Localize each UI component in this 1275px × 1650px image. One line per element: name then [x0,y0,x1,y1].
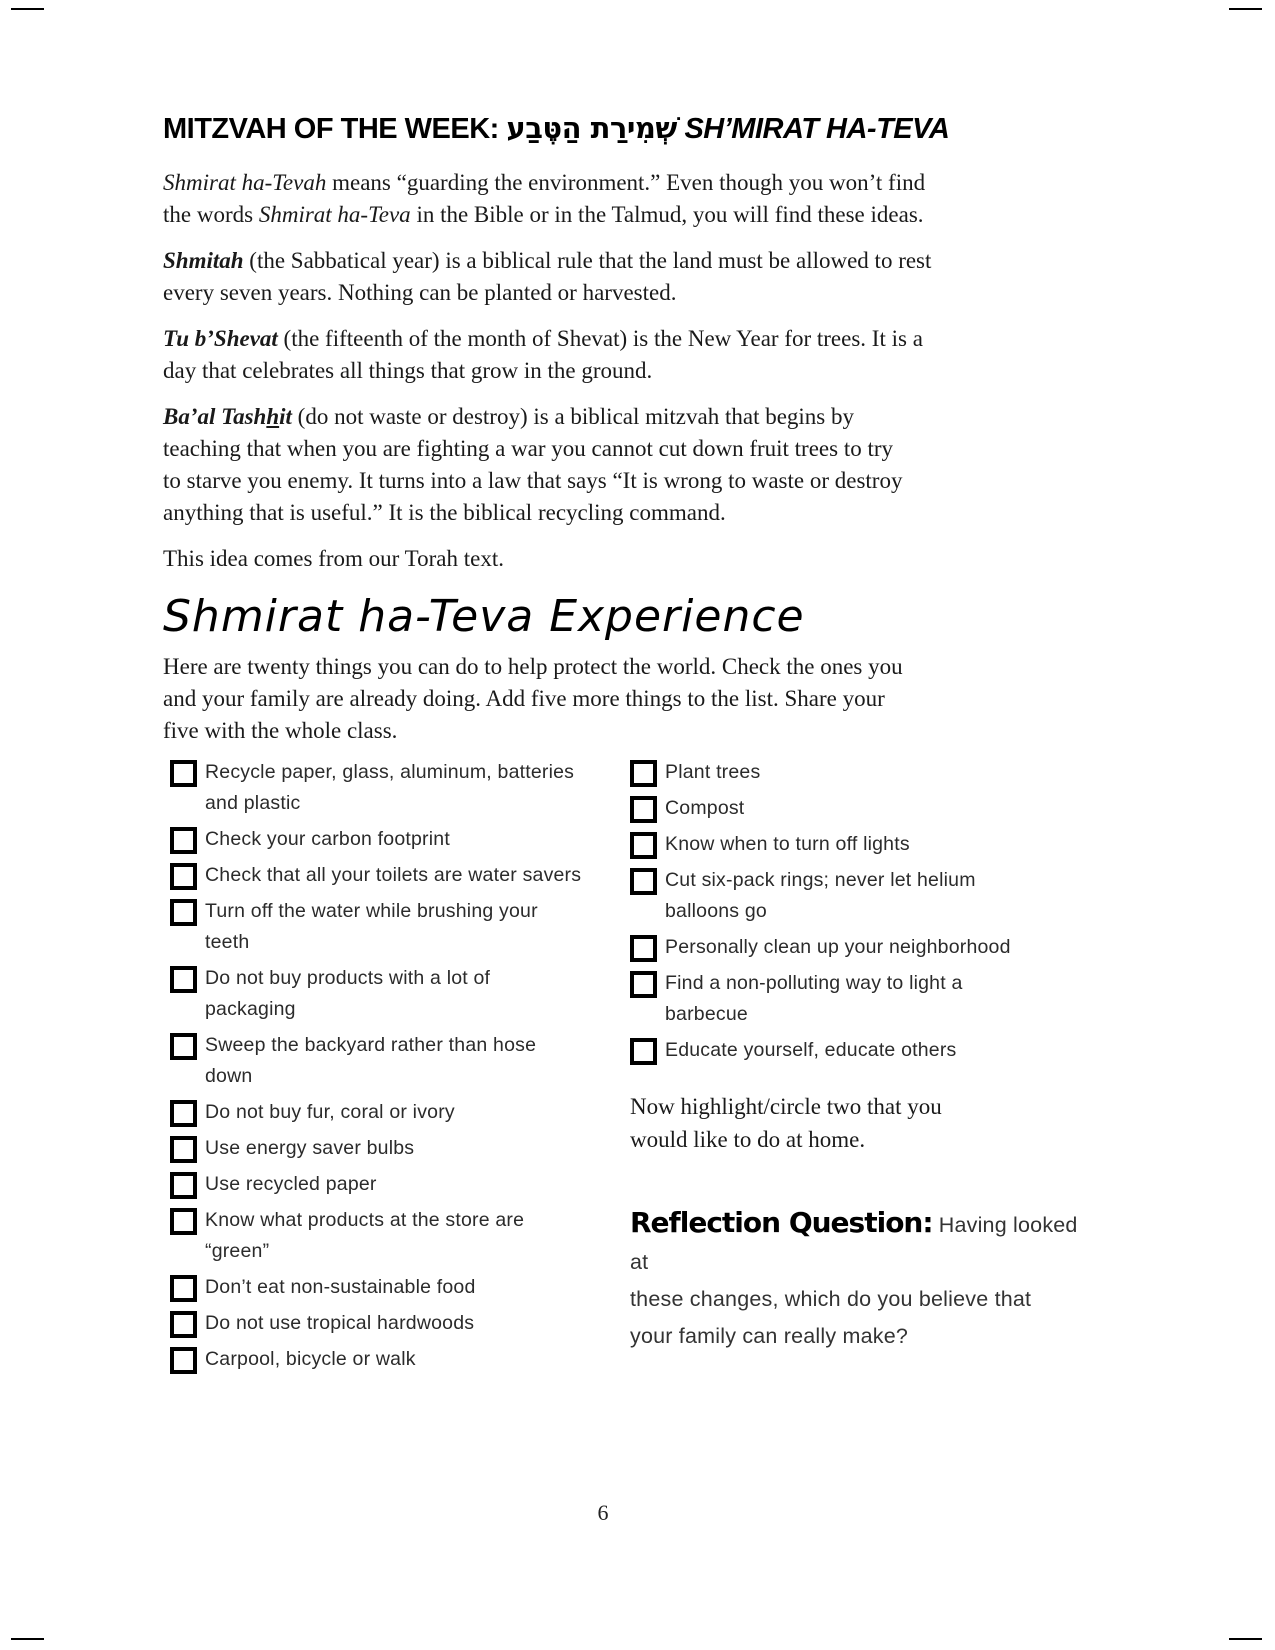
checkbox[interactable] [170,827,197,854]
checkbox[interactable] [630,1038,657,1065]
title-transliteration: SH’MIRAT HA-TEVA [676,113,950,145]
checklist-item-label: Sweep the backyard rather than hose down [205,1034,537,1087]
title-hebrew-text: שְׁמִירַת הַטֶּבַע [506,111,677,145]
checkbox[interactable] [170,1136,197,1163]
checklist-item [170,757,622,819]
checkbox[interactable] [630,935,657,962]
checklist-item [170,824,622,855]
term-shmirat-ha-tevah: Shmirat ha-Tevah [163,170,327,195]
checklist-item-label: Do not buy fur, coral or ivory [205,1101,455,1123]
crop-mark-top-right [1229,8,1262,10]
checklist-item-label: Find a non-polluting way to light a barbecue [665,972,963,1025]
checkbox[interactable] [170,1172,197,1199]
term-tu-bshevat: Tu b’Shevat [163,326,278,351]
checkbox[interactable] [170,1033,197,1060]
checklist-item-label: Recycle paper, glass, aluminum, batteries and plastic [205,761,575,814]
checklist-item [170,1169,622,1200]
checkbox[interactable] [630,796,657,823]
checklist-item-label: Compost [665,797,745,819]
checkbox[interactable] [630,971,657,998]
checklist-item-label: Personally clean up your neighborhood [665,936,1011,958]
paragraph-torah-text: This idea comes from our Torah text. [163,546,504,571]
page-number: 6 [597,1500,609,1525]
checklist-item-label: Cut six-pack rings; never let helium balloons go [665,869,976,922]
checkbox[interactable] [170,1347,197,1374]
checklist-item-label: Carpool, bicycle or walk [205,1348,416,1370]
checkbox[interactable] [630,832,657,859]
checklist-item [630,968,1091,1030]
checklist-item-label: Check your carbon footprint [205,828,450,850]
checklist-item [170,1308,622,1339]
reflection-question-heading: Reflection Question: [630,1206,933,1239]
checklist-item-label: Turn off the water while brushing your teeth [205,900,538,953]
checklist-item [170,963,622,1025]
checkbox[interactable] [170,1208,197,1235]
checklist-item-label: Don’t eat non-sustainable food [205,1276,476,1298]
checkbox[interactable] [630,760,657,787]
page-title [163,110,1091,147]
experience-instructions: Here are twenty things you can do to help protect the world. Check the ones you and your family are already doing. Add five more things to the list. Share your five with the whole class. [163,654,903,743]
reflection-question [630,1206,1080,1356]
checklist-item [170,1272,622,1303]
paragraph-shmirat-intro: Shmirat ha-Tevah means “guarding the environment.” Even though you won’t find the words Shmirat ha-Teva in the Bible or in the Talmud, you will find these ideas. [163,170,926,227]
checklist-item-label: Use energy saver bulbs [205,1137,415,1159]
crop-mark-bottom-left [11,1638,44,1640]
checklist-item [170,1133,622,1164]
paragraph-tu-bshevat: Tu b’Shevat (the fifteenth of the month of Shevat) is the New Year for trees. It is a day that celebrates all things that grow in the ground. [163,326,923,383]
checklist-item [630,865,1091,927]
term-baal-tashhit: Ba’al Tash [163,404,267,429]
checklist-item [630,829,1091,860]
section-heading-experience: Shmirat ha-Teva Experience [163,591,805,642]
checklist-item-label: Do not use tropical hardwoods [205,1312,475,1334]
checklist-item-label: Plant trees [665,761,761,783]
checklist-item [170,1344,622,1375]
checklist-item [630,932,1091,963]
crop-mark-top-left [11,8,44,10]
reflection-question-text: Having looked at these changes, which do you believe that your family can really make? [630,1213,1078,1348]
checklist-item [170,1205,622,1267]
checkbox[interactable] [170,760,197,787]
checklist-item [170,860,622,891]
checkbox[interactable] [170,1275,197,1302]
term-shmirat-ha-teva: Shmirat ha-Teva [258,202,411,227]
checklist-item-label: Educate yourself, educate others [665,1039,957,1061]
checkbox[interactable] [170,1311,197,1338]
checkbox[interactable] [170,1100,197,1127]
checklist-item-label: Know what products at the store are “green” [205,1209,525,1262]
checkbox[interactable] [170,966,197,993]
checklist-item [630,793,1091,824]
checklist-item-label: Do not buy products with a lot of packaging [205,967,491,1020]
checklist-item [630,757,1091,788]
checkbox[interactable] [170,899,197,926]
checkbox[interactable] [630,868,657,895]
checklist-left-column [163,757,622,1380]
paragraph-shmitah: Shmitah (the Sabbatical year) is a biblical rule that the land must be allowed to rest every seven years. Nothing can be planted or harvested. [163,248,932,305]
checklist-item-label: Know when to turn off lights [665,833,910,855]
checkbox[interactable] [170,863,197,890]
checklist-item [630,1035,1091,1066]
highlight-circle-note: Now highlight/circle two that you would like to do at home. [630,1094,942,1152]
checklist [163,757,1091,1380]
checklist-item-label: Check that all your toilets are water savers [205,864,582,886]
term-shmitah: Shmitah [163,248,244,273]
title-prefix: MITZVAH OF THE WEEK: [163,113,507,145]
checklist-item [170,1030,622,1092]
checklist-right-column [630,757,1091,1356]
paragraph-baal-tashhit: Ba’al Tashhit (do not waste or destroy) is a biblical mitzvah that begins by teaching that when you are fighting a war you cannot cut down fruit trees to try to starve you enemy. It turns into a law that says “It is wrong to waste or destroy anything that is useful.” It is the biblical recycling command. [163,404,903,525]
checklist-item [170,896,622,958]
checklist-item [170,1097,622,1128]
checklist-item-label: Use recycled paper [205,1173,377,1195]
crop-mark-bottom-right [1229,1638,1262,1640]
page-content [163,110,1091,1380]
